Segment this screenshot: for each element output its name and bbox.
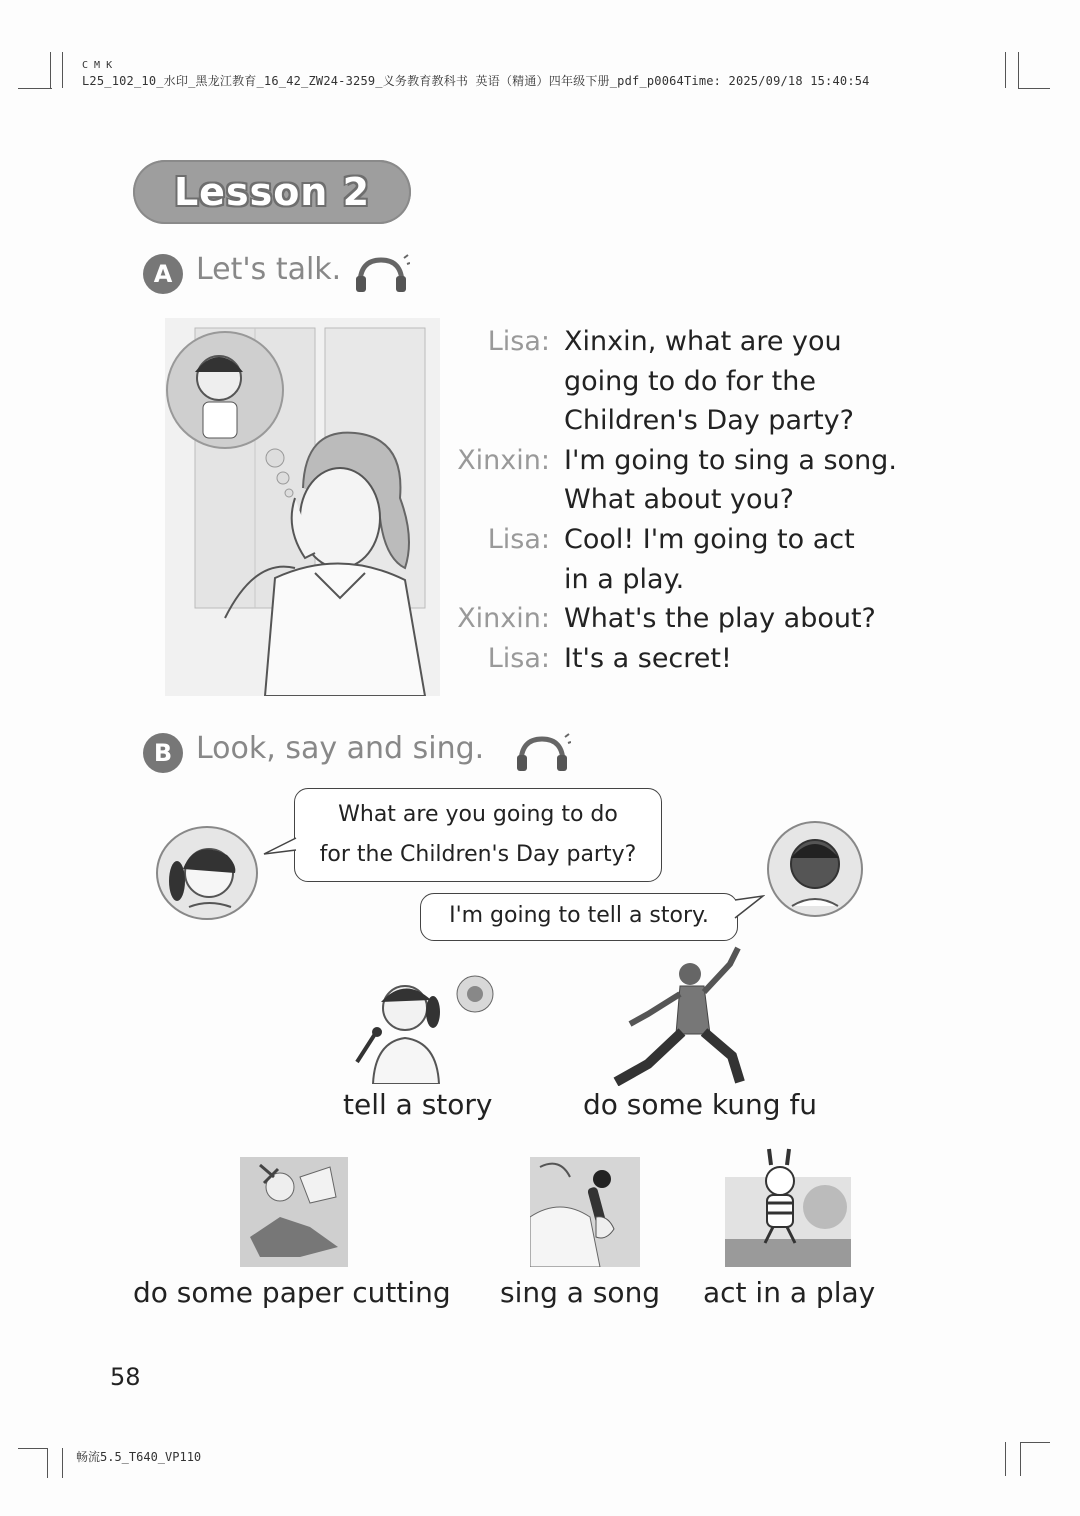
dialogue-line: in a play. (564, 563, 685, 595)
section-b-badge: B (143, 733, 183, 773)
question-speech-bubble (294, 788, 662, 882)
dialogue-line: What's the play about? (564, 603, 876, 635)
storyteller-illustration (345, 972, 495, 1084)
headphones-icon (352, 254, 410, 294)
play-acting-illustration (725, 1147, 851, 1267)
dialogue-line: What about you? (564, 484, 794, 516)
speaker-name: Lisa: (487, 326, 550, 357)
print-footer-code: 畅流5.5_T640_VP110 (76, 1450, 202, 1464)
girl-avatar (155, 825, 259, 921)
dialogue-line: It's a secret! (564, 642, 732, 674)
crop-mark (62, 1448, 63, 1478)
dialogue-turn (410, 639, 930, 679)
boy-avatar (766, 820, 864, 918)
crop-mark (1020, 1442, 1021, 1476)
bubble-text-line: for the Children's Day party? (319, 842, 637, 867)
crop-mark (18, 88, 52, 89)
lesson-title-banner (133, 160, 411, 224)
bubble-text-line: What are you going to do (338, 802, 618, 827)
crop-mark (50, 52, 51, 88)
crop-mark (1018, 88, 1050, 89)
dialogue-turn (410, 599, 930, 639)
dialogue-line: Children's Day party? (564, 405, 854, 437)
section-b-title: Look, say and sing. (196, 731, 485, 766)
dialogue-turn (410, 322, 930, 441)
dialogue-line: Cool! I'm going to act (564, 523, 855, 555)
speaker-name: Xinxin: (457, 603, 550, 635)
speaker-name: Lisa: (487, 523, 550, 555)
paper-cutting-illustration (240, 1157, 348, 1267)
crop-mark (1005, 52, 1006, 88)
activity-label: do some kung fu (583, 1088, 818, 1121)
speaker-name: Xinxin: (457, 444, 550, 476)
activity-label: sing a song (500, 1276, 661, 1309)
crop-mark (47, 1448, 48, 1478)
section-a-title: Let's talk. (196, 252, 342, 287)
section-a-badge: A (143, 254, 183, 294)
bubble-text-line: I'm going to tell a story. (449, 903, 709, 928)
print-file-code: L25_102_10_水印_黑龙江教育_16_42_ZW24-3259_义务教育教科书 英语（精通）四年级下册_pdf_p0064Time: 2025/09/18 15:40:54 (82, 74, 870, 88)
girl-on-phone-illustration (165, 318, 440, 696)
bubble-tail (262, 836, 298, 860)
dialogue (410, 322, 930, 678)
singer-illustration (530, 1157, 640, 1267)
bubble-tail (733, 894, 765, 922)
dialogue-line: I'm going to sing a song. (564, 444, 897, 476)
crop-mark (62, 52, 63, 88)
crop-mark (1020, 1442, 1050, 1443)
activity-label: act in a play (703, 1276, 876, 1309)
dialogue-turn (410, 441, 930, 520)
answer-speech-bubble (420, 893, 738, 941)
crop-mark (18, 1448, 48, 1449)
dialogue-line: Xinxin, what are you (564, 326, 842, 357)
kung-fu-illustration (612, 944, 762, 1086)
crop-mark (1018, 52, 1019, 88)
activity-label: tell a story (343, 1088, 493, 1121)
dialogue-turn (410, 520, 930, 599)
dialogue-line: going to do for the (564, 365, 816, 397)
headphones-icon (513, 733, 571, 773)
speaker-name: Lisa: (487, 642, 550, 674)
page-number: 58 (110, 1363, 141, 1391)
print-color-marks: C M K (82, 60, 113, 71)
lesson-title: Lesson 2 (173, 170, 371, 214)
activity-label: do some paper cutting (133, 1276, 451, 1309)
crop-mark (1005, 1442, 1006, 1476)
